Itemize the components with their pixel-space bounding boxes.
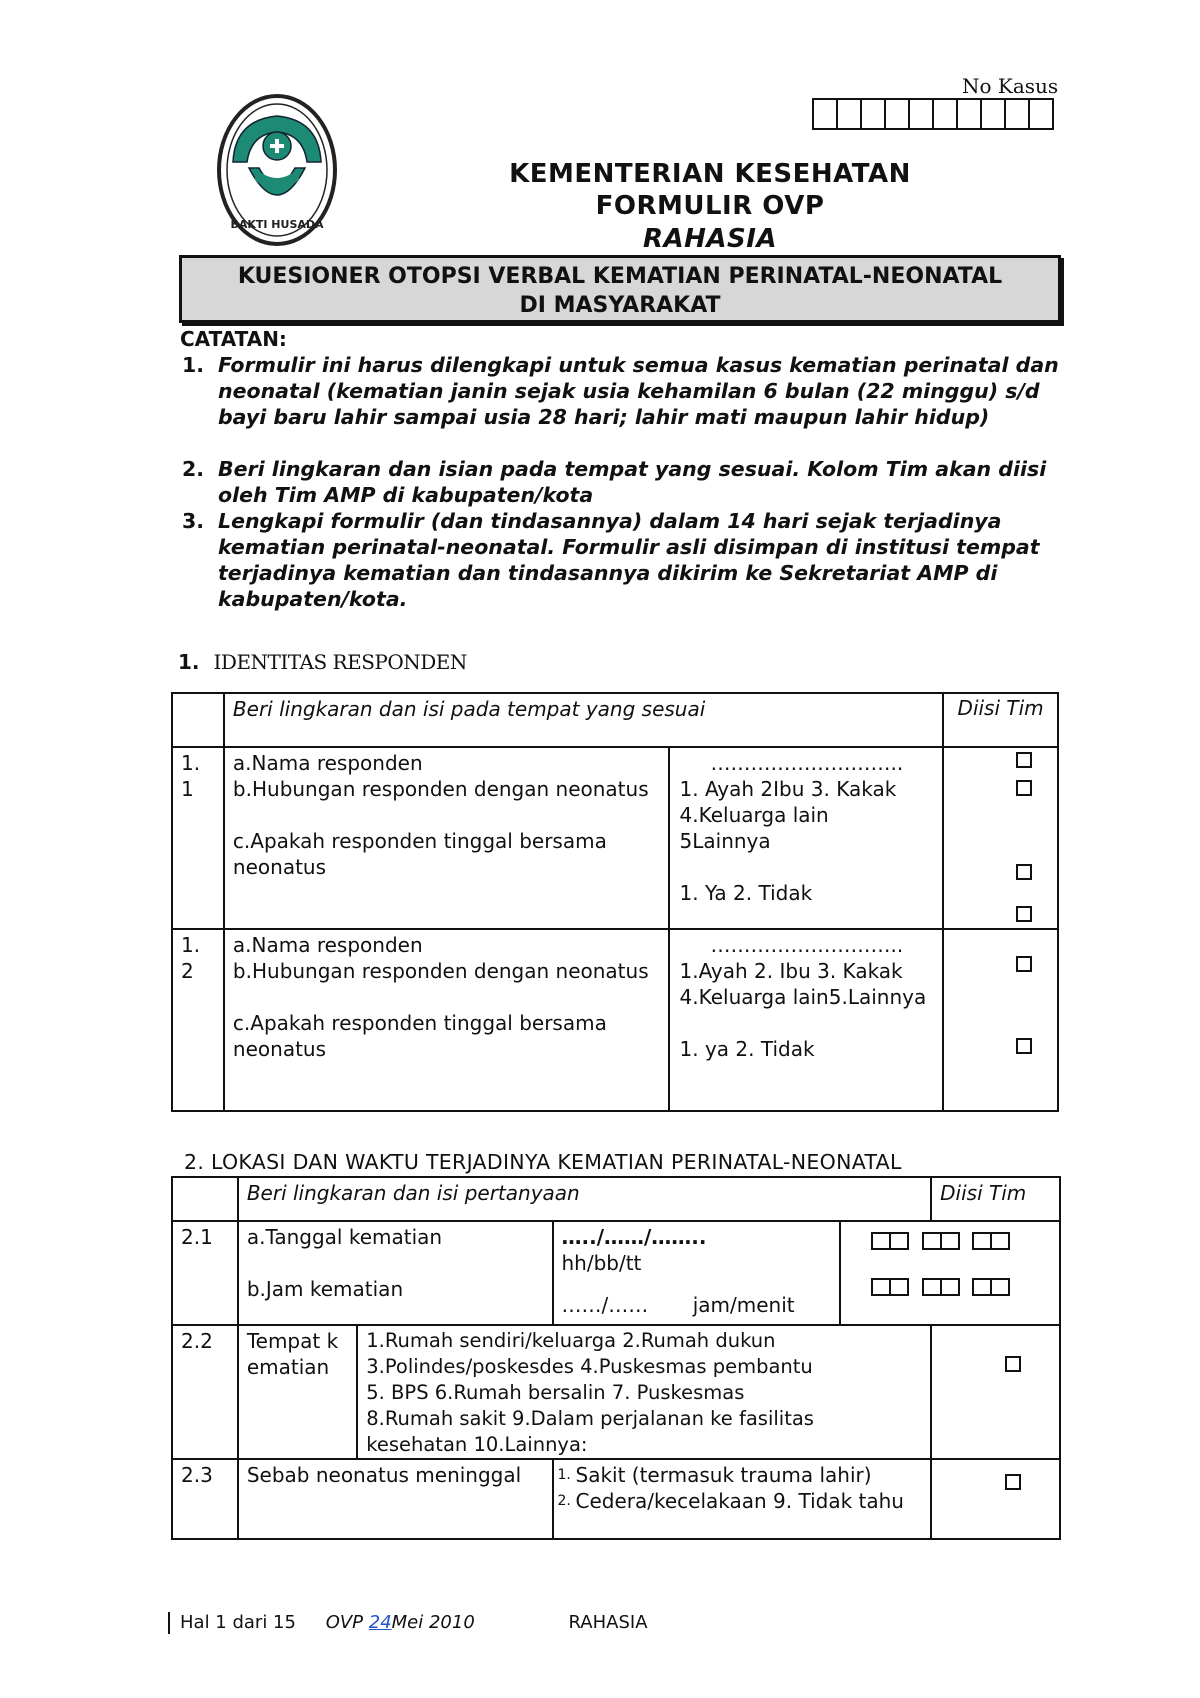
- answer-cell[interactable]: [669, 929, 944, 1111]
- question-name: a.Nama responden: [232, 751, 423, 775]
- ministry-title: KEMENTERIAN KESEHATAN: [509, 159, 911, 189]
- team-checkbox[interactable]: [1016, 752, 1032, 768]
- relation-options[interactable]: 1. Ayah 2Ibu 3. Kakak: [679, 777, 897, 801]
- name-fill-line[interactable]: ………………………..: [710, 751, 904, 775]
- questionnaire-title-line2: DI MASYARAKAT: [519, 293, 721, 318]
- live-together-options[interactable]: 1. ya 2. Tidak: [679, 1037, 815, 1061]
- answer-cell[interactable]: [553, 1221, 841, 1325]
- table-row: [172, 1221, 1060, 1325]
- version-label: OVP 24Mei 2010: [325, 1612, 475, 1633]
- note-item: [182, 456, 1062, 508]
- questionnaire-title-line1: KUESIONER OTOPSI VERBAL KEMATIAN PERINATAL-NEONATAL: [237, 264, 1003, 289]
- question-relation: b.Hubungan responden dengan neonatus: [232, 777, 649, 801]
- place-option-line[interactable]: 8.Rumah sakit 9.Dalam perjalanan ke fasilitas: [366, 1407, 814, 1430]
- question-live-together: c.Apakah responden tinggal bersama neonatus: [232, 1011, 607, 1061]
- table-row: [172, 929, 1058, 1111]
- team-checkbox-cell: [931, 1459, 1060, 1539]
- cause-option-2[interactable]: Cedera/kecelakaan 9. Tidak tahu: [575, 1489, 904, 1513]
- bakti-husada-logo: [215, 90, 340, 250]
- team-date-time-boxes: [840, 1221, 1060, 1325]
- minute-boxes[interactable]: [922, 1276, 958, 1302]
- section1-number: 1.: [178, 650, 200, 674]
- question-cell: [224, 929, 669, 1111]
- note-text: Formulir ini harus dilengkapi untuk semua kasus kematian perinatal dan neonatal (kematian janin sejak usia kehamilan 6 bulan (22 minggu) s/d bayi baru lahir sampai usia 28 hari; lahir mati maupun lahir hidup): [218, 353, 1059, 429]
- date-fill-line[interactable]: …../……/……..: [561, 1225, 707, 1249]
- month-boxes[interactable]: [922, 1230, 958, 1256]
- row-id: 2.2: [172, 1325, 238, 1459]
- question-relation: b.Hubungan responden dengan neonatus: [232, 959, 649, 983]
- note-text: Lengkapi formulir (dan tindasannya) dalam 14 hari sejak terjadinya kematian perinatal-neonatal. Formulir asli disimpan di institusi tempat terjadinya kematian dan tindasannya dikirim ke Sekretariat AMP di kabupaten/kota.: [218, 509, 1040, 611]
- section2-instruction: Beri lingkaran dan isi pertanyaan: [238, 1177, 931, 1221]
- section1-heading: [178, 650, 467, 674]
- note-number: 2.: [182, 457, 205, 481]
- table-corner: [172, 693, 224, 747]
- section2-heading: 2. LOKASI DAN WAKTU TERJADINYA KEMATIAN PERINATAL-NEONATAL: [184, 1150, 902, 1174]
- place-option-line[interactable]: kesehatan 10.Lainnya:: [366, 1433, 588, 1456]
- team-column-header: Diisi Tim: [931, 1177, 1060, 1221]
- row-id: 1. 1: [172, 747, 224, 929]
- location-time-table: [171, 1176, 1061, 1540]
- footer-divider: [168, 1612, 170, 1634]
- table-row: [172, 747, 1058, 929]
- place-option-line[interactable]: 3.Polindes/poskesdes 4.Puskesmas pembantu: [366, 1355, 813, 1378]
- row-id: 2.1: [172, 1221, 238, 1325]
- team-checkbox[interactable]: [1005, 1356, 1021, 1372]
- form-title: FORMULIR OVP: [595, 191, 825, 221]
- table-corner: [172, 1177, 238, 1221]
- table-row: [172, 1325, 1060, 1459]
- page-footer: [168, 1612, 648, 1634]
- hour-boxes[interactable]: [871, 1276, 907, 1302]
- place-option-line[interactable]: 5. BPS 6.Rumah bersalin 7. Puskesmas: [366, 1381, 745, 1404]
- team-checkbox-cell: [931, 1325, 1060, 1459]
- row-id: 2.3: [172, 1459, 238, 1539]
- relation-options-2[interactable]: 4.Keluarga lain: [679, 803, 829, 827]
- notes-title: CATATAN:: [180, 327, 287, 351]
- note-item: [182, 352, 1062, 430]
- place-options[interactable]: [357, 1325, 931, 1459]
- team-column-header: Diisi Tim: [943, 693, 1058, 747]
- team-checkbox[interactable]: [1016, 956, 1032, 972]
- footer-confidential: RAHASIA: [568, 1612, 648, 1633]
- extra-boxes[interactable]: [972, 1276, 1008, 1302]
- team-checkbox[interactable]: [1016, 906, 1032, 922]
- place-option-line[interactable]: 1.Rumah sendiri/keluarga 2.Rumah dukun: [366, 1329, 776, 1352]
- question-date: a.Tanggal kematian: [246, 1225, 443, 1249]
- time-fill-line[interactable]: ……/…… jam/menit: [561, 1293, 795, 1317]
- note-item: [182, 508, 1062, 612]
- table-row: [172, 1459, 1060, 1539]
- relation-options[interactable]: 1.Ayah 2. Ibu 3. Kakak: [679, 959, 903, 983]
- date-format: hh/bb/tt: [561, 1251, 642, 1275]
- note-text: Beri lingkaran dan isian pada tempat yang sesuai. Kolom Tim akan diisi oleh Tim AMP di kabupaten/kota: [218, 457, 1047, 507]
- question-cell: [238, 1221, 553, 1325]
- team-checkbox[interactable]: [1016, 780, 1032, 796]
- questionnaire-title-box: [179, 255, 1061, 323]
- team-checkbox[interactable]: [1016, 1038, 1032, 1054]
- svg-text:BAKTI HUSADA: BAKTI HUSADA: [230, 218, 324, 231]
- note-number: 1.: [182, 353, 205, 377]
- answer-cell[interactable]: [669, 747, 944, 929]
- confidential-title: RAHASIA: [642, 224, 778, 254]
- day-boxes[interactable]: [871, 1230, 907, 1256]
- team-checkbox[interactable]: [1016, 864, 1032, 880]
- team-checkbox[interactable]: [1005, 1474, 1021, 1490]
- team-checkbox-cell: [943, 929, 1058, 1111]
- cause-options[interactable]: 1. Sakit (termasuk trauma lahir) 2. Cedera/kecelakaan 9. Tidak tahu: [553, 1459, 932, 1539]
- team-checkbox-cell: [943, 747, 1058, 929]
- cause-option-1[interactable]: Sakit (termasuk trauma lahir): [575, 1463, 872, 1487]
- relation-options-2[interactable]: 4.Keluarga lain5.Lainnya: [679, 985, 927, 1009]
- question-cause: Sebab neonatus meninggal: [238, 1459, 553, 1539]
- page-number: Hal 1 dari 15: [180, 1612, 296, 1633]
- row-id: 1. 2: [172, 929, 224, 1111]
- relation-options-3[interactable]: 5Lainnya: [679, 829, 771, 853]
- question-cell: [224, 747, 669, 929]
- section1-title: IDENTITAS RESPONDEN: [213, 650, 467, 674]
- question-time: b.Jam kematian: [246, 1277, 404, 1301]
- no-kasus-label: No Kasus: [962, 74, 1059, 98]
- version-link[interactable]: 24: [368, 1612, 392, 1633]
- year-boxes[interactable]: [972, 1230, 1008, 1256]
- section1-instruction: Beri lingkaran dan isi pada tempat yang sesuai: [224, 693, 943, 747]
- question-live-together: c.Apakah responden tinggal bersama neonatus: [232, 829, 607, 879]
- live-together-options[interactable]: 1. Ya 2. Tidak: [679, 881, 813, 905]
- no-kasus-input-boxes[interactable]: [812, 98, 1054, 130]
- note-number: 3.: [182, 509, 205, 533]
- respondent-table: [171, 692, 1059, 1112]
- question-place: Tempat kematian: [238, 1325, 357, 1459]
- question-name: a.Nama responden: [232, 933, 423, 957]
- name-fill-line[interactable]: ………………………..: [710, 933, 904, 957]
